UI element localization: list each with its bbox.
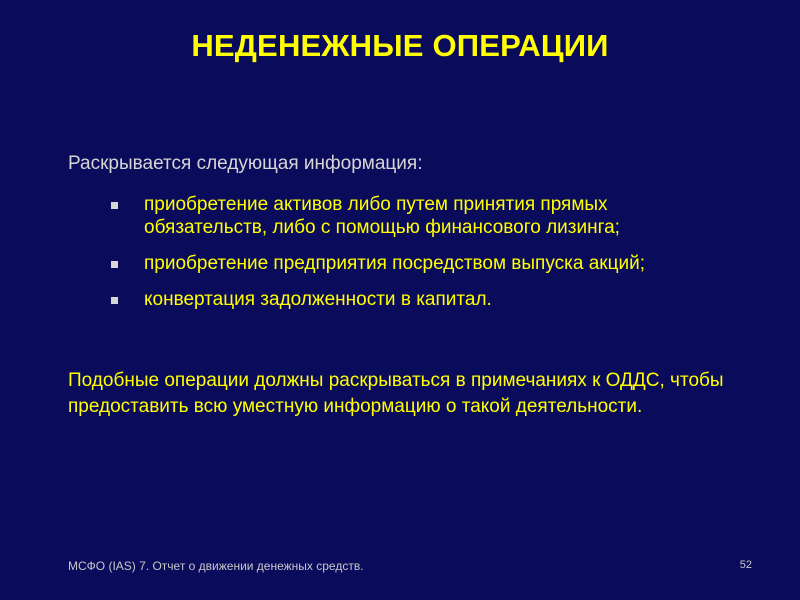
bullet-item [68,288,728,311]
bullet-text: приобретение активов либо путем принятия прямых обязательств, либо с помощью финансового лизинга; [144,194,620,238]
intro-text: Раскрывается следующая информация: [68,153,423,174]
square-bullet-icon [111,297,118,304]
page-number: 52 [739,559,752,571]
bullet-item [68,252,728,275]
bullet-item [68,193,728,239]
footer-text: МСФО (IAS) 7. Отчет о движении денежных средств. [68,559,364,573]
bullet-text: приобретение предприятия посредством выпуска акций; [144,253,645,274]
bullet-text: конвертация задолженности в капитал. [144,289,492,310]
square-bullet-icon [111,202,118,209]
square-bullet-icon [111,261,118,268]
bullet-list [68,193,728,324]
closing-paragraph: Подобные операции должны раскрываться в примечаниях к ОДДС, чтобы предоставить всю уместную информацию о такой деятельности. [68,370,724,417]
slide-title: НЕДЕНЕЖНЫЕ ОПЕРАЦИИ [191,28,609,63]
